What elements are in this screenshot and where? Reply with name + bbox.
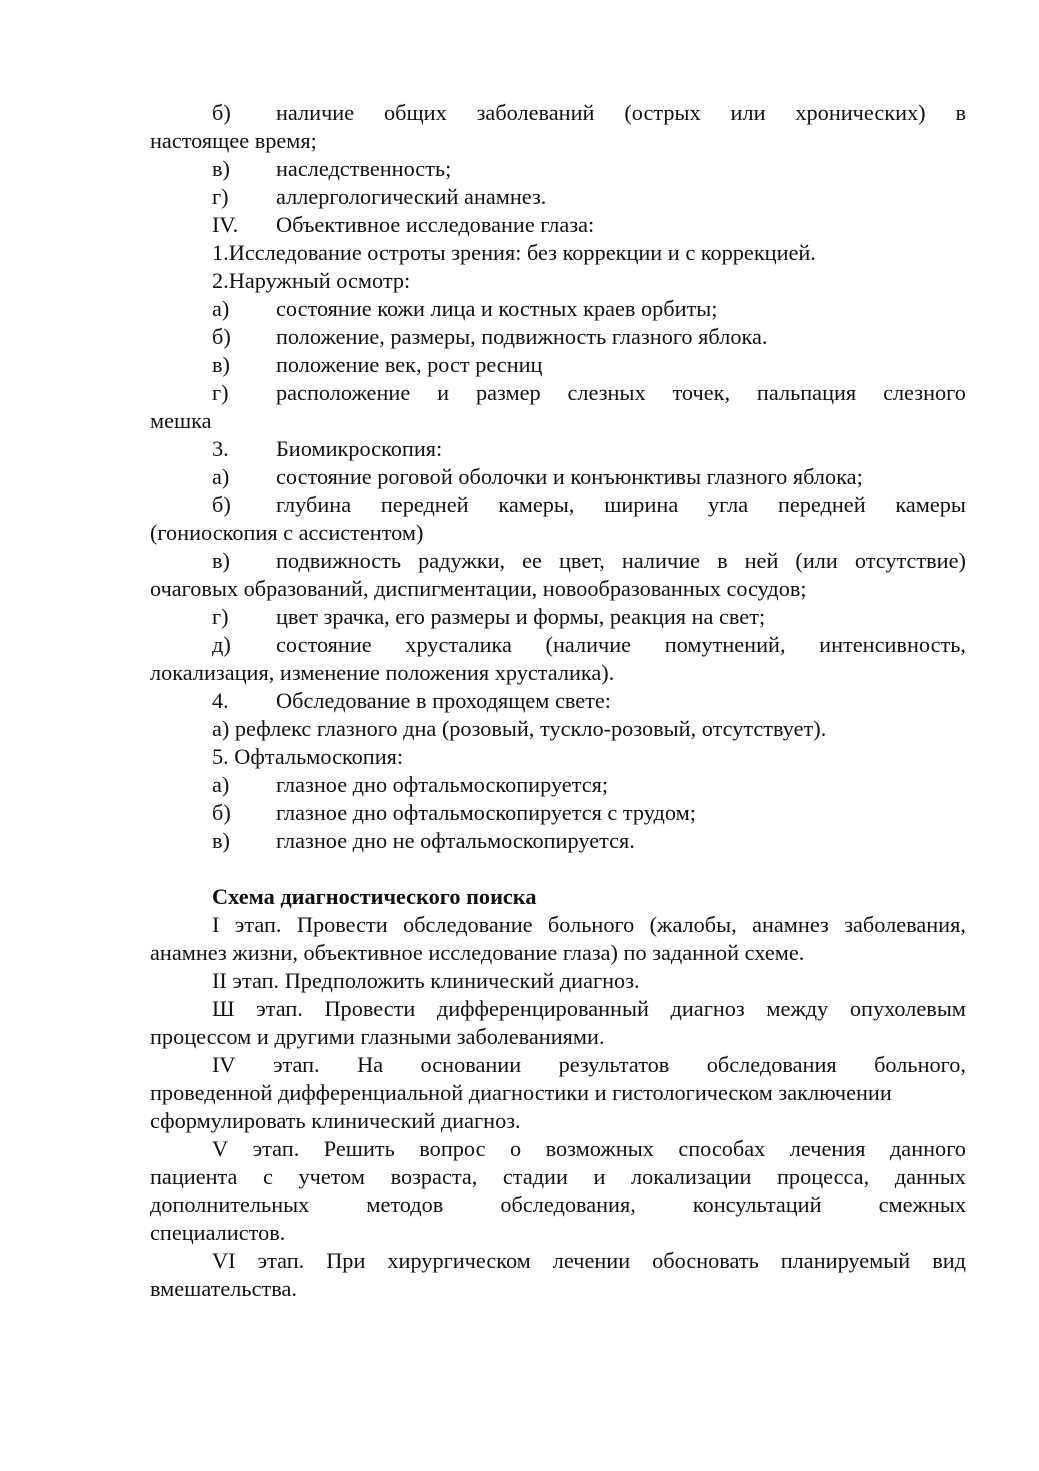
word: с (263, 1164, 273, 1189)
item-marker: в) (212, 156, 230, 181)
item-text: положение век, рост ресниц (276, 352, 543, 377)
word: ширина (604, 492, 679, 517)
word: VI (212, 1248, 236, 1273)
item-text: Обследование в проходящем свете: (276, 688, 611, 713)
list-item (150, 463, 966, 491)
word: состояние (276, 632, 372, 657)
item-marker: б) (212, 324, 231, 349)
word: хронических) (795, 100, 926, 125)
word: Решить (323, 1136, 395, 1161)
justified-line (150, 995, 966, 1023)
word: диагноз (670, 996, 745, 1021)
text-line: 5. Офтальмоскопия: (212, 744, 404, 769)
text-line: 1.Исследование остроты зрения: без коррекции и с коррекцией. (212, 240, 816, 265)
list-item (150, 827, 966, 855)
list-item (150, 631, 966, 659)
word: интенсивность, (819, 632, 966, 657)
list-item (150, 155, 966, 183)
word: основании (420, 1052, 522, 1077)
word: о (510, 1136, 522, 1161)
justified-line (150, 1135, 966, 1163)
list-item (150, 183, 966, 211)
word: хирургическом (387, 1248, 531, 1273)
word: IV (212, 1052, 236, 1077)
word: этап. (272, 1052, 320, 1077)
word: лечения (789, 1136, 866, 1161)
text-line: мешка (150, 408, 212, 433)
list-item (150, 771, 966, 799)
list-item (150, 491, 966, 519)
word: этап. (252, 1136, 300, 1161)
word: между (766, 996, 829, 1021)
text-line: процессом и другими глазными заболеваниями. (150, 1024, 605, 1049)
word: общих (384, 100, 447, 125)
word: отсутствие) (854, 548, 966, 573)
word: Провести (296, 912, 388, 937)
word: вопрос (419, 1136, 486, 1161)
text-line: анамнез жизни, объективное исследование глаза) по заданной схеме. (150, 940, 805, 965)
text-line: очаговых образований, диспигментации, новообразованных сосудов; (150, 576, 807, 601)
list-item (150, 379, 966, 407)
word: и (593, 1164, 606, 1189)
text-line: специалистов. (150, 1220, 286, 1245)
word: подвижность (276, 548, 402, 573)
item-marker: б) (212, 492, 231, 517)
item-marker: а) (212, 464, 230, 489)
word: учетом (298, 1164, 366, 1189)
item-marker: в) (212, 548, 230, 573)
item-marker: в) (212, 352, 230, 377)
section-title: Схема диагностического поиска (212, 884, 537, 909)
section-heading-iv (150, 211, 966, 239)
list-item (150, 99, 966, 127)
list-item (150, 323, 966, 351)
list-item (150, 351, 966, 379)
word: возраста, (390, 1164, 478, 1189)
word: дополнительных (150, 1192, 310, 1217)
word: слезного (883, 380, 966, 405)
word: или (730, 100, 766, 125)
word: обследования, (500, 1192, 636, 1217)
justified-line (276, 379, 966, 407)
list-item (150, 603, 966, 631)
word: опухолевым (849, 996, 966, 1021)
item-marker: IV. (212, 212, 239, 237)
item-text: состояние роговой оболочки и конъюнктивы глазного яблока; (276, 464, 863, 489)
word: (жалобы, (649, 912, 737, 937)
word: лечении (552, 1248, 631, 1273)
list-item (150, 295, 966, 323)
word: анамнез (752, 912, 829, 937)
word: больного, (874, 1052, 966, 1077)
word: смежных (878, 1192, 966, 1217)
item-marker: в) (212, 828, 230, 853)
text-line: (гониоскопия с ассистентом) (150, 520, 424, 545)
word: наличие (621, 548, 701, 573)
word: камеры, (498, 492, 575, 517)
justified-line (150, 1191, 966, 1219)
item-text: глазное дно не офтальмоскопируется. (276, 828, 635, 853)
list-item (150, 799, 966, 827)
justified-line (276, 547, 966, 575)
text-line: вмешательства. (150, 1276, 297, 1301)
item-text: Объективное исследование глаза: (276, 212, 595, 237)
justified-line (150, 1247, 966, 1275)
word: I (212, 912, 220, 937)
word: вид (932, 1248, 966, 1273)
word: (острых (624, 100, 701, 125)
word: обосновать (652, 1248, 759, 1273)
word: и (437, 380, 450, 405)
word: заболевания, (844, 912, 966, 937)
word: На (357, 1052, 384, 1077)
word: размер (475, 380, 541, 405)
text-line: II этап. Предположить клинический диагноз. (212, 968, 640, 993)
word: консультаций (692, 1192, 822, 1217)
word: При (326, 1248, 366, 1273)
item-marker: г) (212, 184, 229, 209)
item-text: наследственность; (276, 156, 452, 181)
text-line: настоящее время; (150, 128, 317, 153)
word: (наличие (545, 632, 632, 657)
item-marker: а) (212, 296, 230, 321)
word: пациента (150, 1164, 238, 1189)
item-marker: б) (212, 100, 231, 125)
word: обследование (403, 912, 533, 937)
item-text: глазное дно офтальмоскопируется с трудом; (276, 800, 696, 825)
word: больного (547, 912, 635, 937)
word: Провести (324, 996, 416, 1021)
item-text: аллергологический анамнез. (276, 184, 547, 209)
word: способах (678, 1136, 766, 1161)
item-marker: д) (212, 632, 231, 657)
justified-line (276, 631, 966, 659)
word: заболеваний (476, 100, 595, 125)
word: радужки, (418, 548, 506, 573)
word: данных (894, 1164, 966, 1189)
word: цвет, (558, 548, 605, 573)
word: этап. (256, 996, 303, 1021)
word: процесса, (777, 1164, 870, 1189)
word: локализации (631, 1164, 752, 1189)
justified-line (276, 99, 966, 127)
item-marker: 3. (212, 436, 229, 461)
item-marker: г) (212, 380, 229, 405)
text-line: сформулировать клинический диагноз. (150, 1108, 521, 1133)
word: глубина (276, 492, 352, 517)
word: пальпация (756, 380, 857, 405)
item-text: Биомикроскопия: (276, 436, 443, 461)
word: ней (744, 548, 779, 573)
word: обследования (706, 1052, 837, 1077)
justified-line (150, 1163, 966, 1191)
word: возможных (545, 1136, 654, 1161)
text-line: 2.Наружный осмотр: (212, 268, 411, 293)
word: Ш (212, 996, 235, 1021)
list-item (150, 547, 966, 575)
word: ее (522, 548, 542, 573)
word: наличие (276, 100, 355, 125)
item-marker: а) (212, 772, 230, 797)
word: в (717, 548, 728, 573)
item-marker: 4. (212, 688, 229, 713)
text-line: а) рефлекс глазного дна (розовый, тускло-розовый, отсутствует). (212, 716, 827, 741)
document-page (150, 99, 966, 1303)
word: стадии (502, 1164, 568, 1189)
word: V (212, 1136, 229, 1161)
item-text: цвет зрачка, его размеры и формы, реакция на свет; (276, 604, 766, 629)
word: угла (707, 492, 749, 517)
word: результатов (558, 1052, 670, 1077)
word: дифференцированный (436, 996, 649, 1021)
list-item (150, 435, 966, 463)
word: этап. (234, 912, 282, 937)
justified-line (276, 491, 966, 519)
word: расположение (276, 380, 411, 405)
word: слезных (567, 380, 646, 405)
item-text: глазное дно офтальмоскопируется; (276, 772, 609, 797)
word: хрусталика (405, 632, 512, 657)
item-text: положение, размеры, подвижность глазного яблока. (276, 324, 768, 349)
spacer (150, 855, 966, 883)
item-text: состояние кожи лица и костных краев орбиты; (276, 296, 718, 321)
list-item (150, 687, 966, 715)
word: данного (889, 1136, 966, 1161)
word: помутнений, (664, 632, 786, 657)
word: (или (795, 548, 838, 573)
word: точек, (672, 380, 731, 405)
word: планируемый (780, 1248, 911, 1273)
word: камеры (895, 492, 966, 517)
word: передней (777, 492, 866, 517)
word: передней (380, 492, 469, 517)
justified-line (150, 1051, 966, 1079)
justified-line (150, 911, 966, 939)
text-line: локализация, изменение положения хрусталика). (150, 660, 615, 685)
item-marker: г) (212, 604, 229, 629)
word: в (955, 100, 966, 125)
word: методов (366, 1192, 444, 1217)
item-marker: б) (212, 800, 231, 825)
word: этап. (257, 1248, 305, 1273)
text-line: проведенной дифференциальной диагностики и гистологическом заключении (150, 1080, 892, 1105)
